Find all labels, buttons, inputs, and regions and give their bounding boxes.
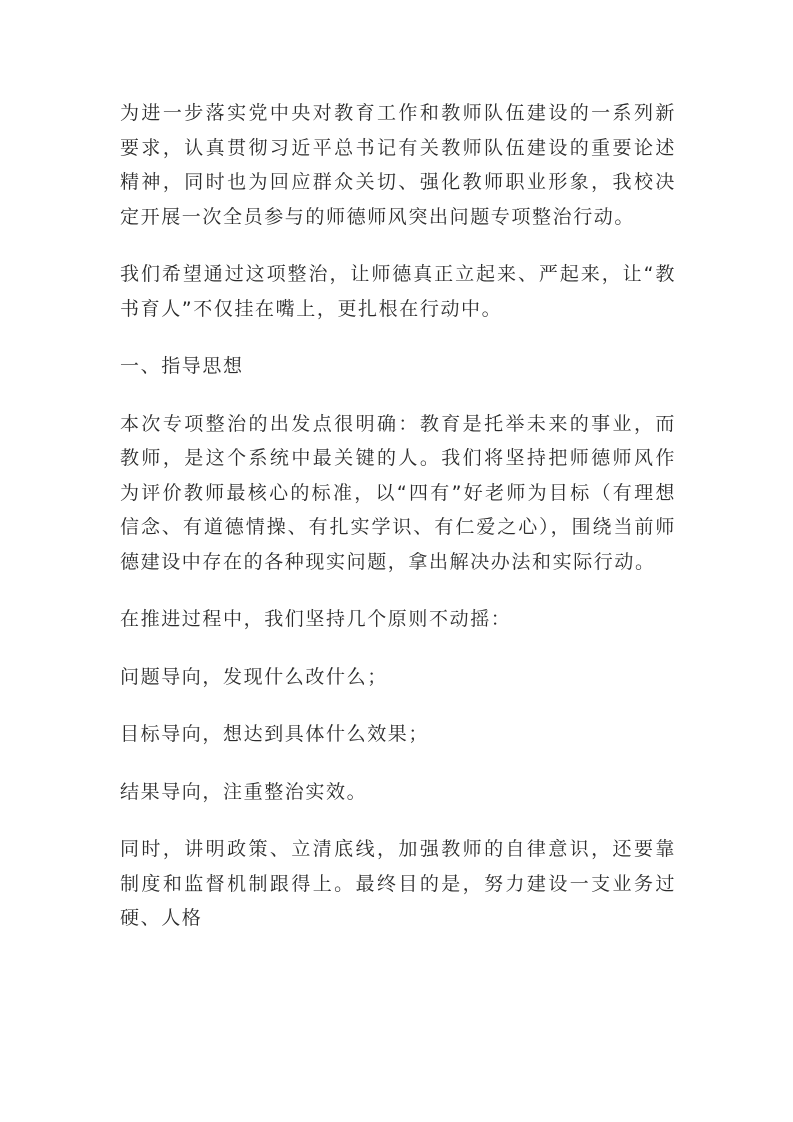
goal-paragraph: 我们希望通过这项整治，让师德真正立起来、严起来，让“教书育人”不仅挂在嘴上，更扎根在行动中。 bbox=[120, 263, 676, 320]
principle-goal-oriented: 目标导向，想达到具体什么效果； bbox=[120, 723, 430, 745]
document-page bbox=[120, 96, 676, 959]
principles-intro-paragraph: 在推进过程中，我们坚持几个原则不动摇： bbox=[120, 608, 512, 630]
section-heading-guiding-thought: 一、指导思想 bbox=[120, 355, 244, 377]
intro-paragraph: 为进一步落实党中央对教育工作和教师队伍建设的一系列新要求，认真贯彻习近平总书记有关教师队伍建设的重要论述精神，同时也为回应群众关切、强化教师职业形象，我校决定开展一次全员参与的师德师风突出问题专项整治行动。 bbox=[120, 102, 676, 228]
guiding-thought-paragraph: 本次专项整治的出发点很明确：教育是托举未来的事业，而教师，是这个系统中最关键的人。我们将坚持把师德师风作为评价教师最核心的标准，以“四有”好老师为目标（有理想信念、有道德情操、有扎实学识、有仁爱之心），围绕当前师德建设中存在的各种现实问题，拿出解决办法和实际行动。 bbox=[120, 412, 676, 573]
closing-paragraph: 同时，讲明政策、立清底线，加强教师的自律意识，还要靠制度和监督机制跟得上。最终目的是，努力建设一支业务过硬、人格 bbox=[120, 838, 676, 929]
principle-result-oriented: 结果导向，注重整治实效。 bbox=[120, 780, 368, 803]
principle-problem-oriented: 问题导向，发现什么改什么； bbox=[120, 665, 388, 688]
